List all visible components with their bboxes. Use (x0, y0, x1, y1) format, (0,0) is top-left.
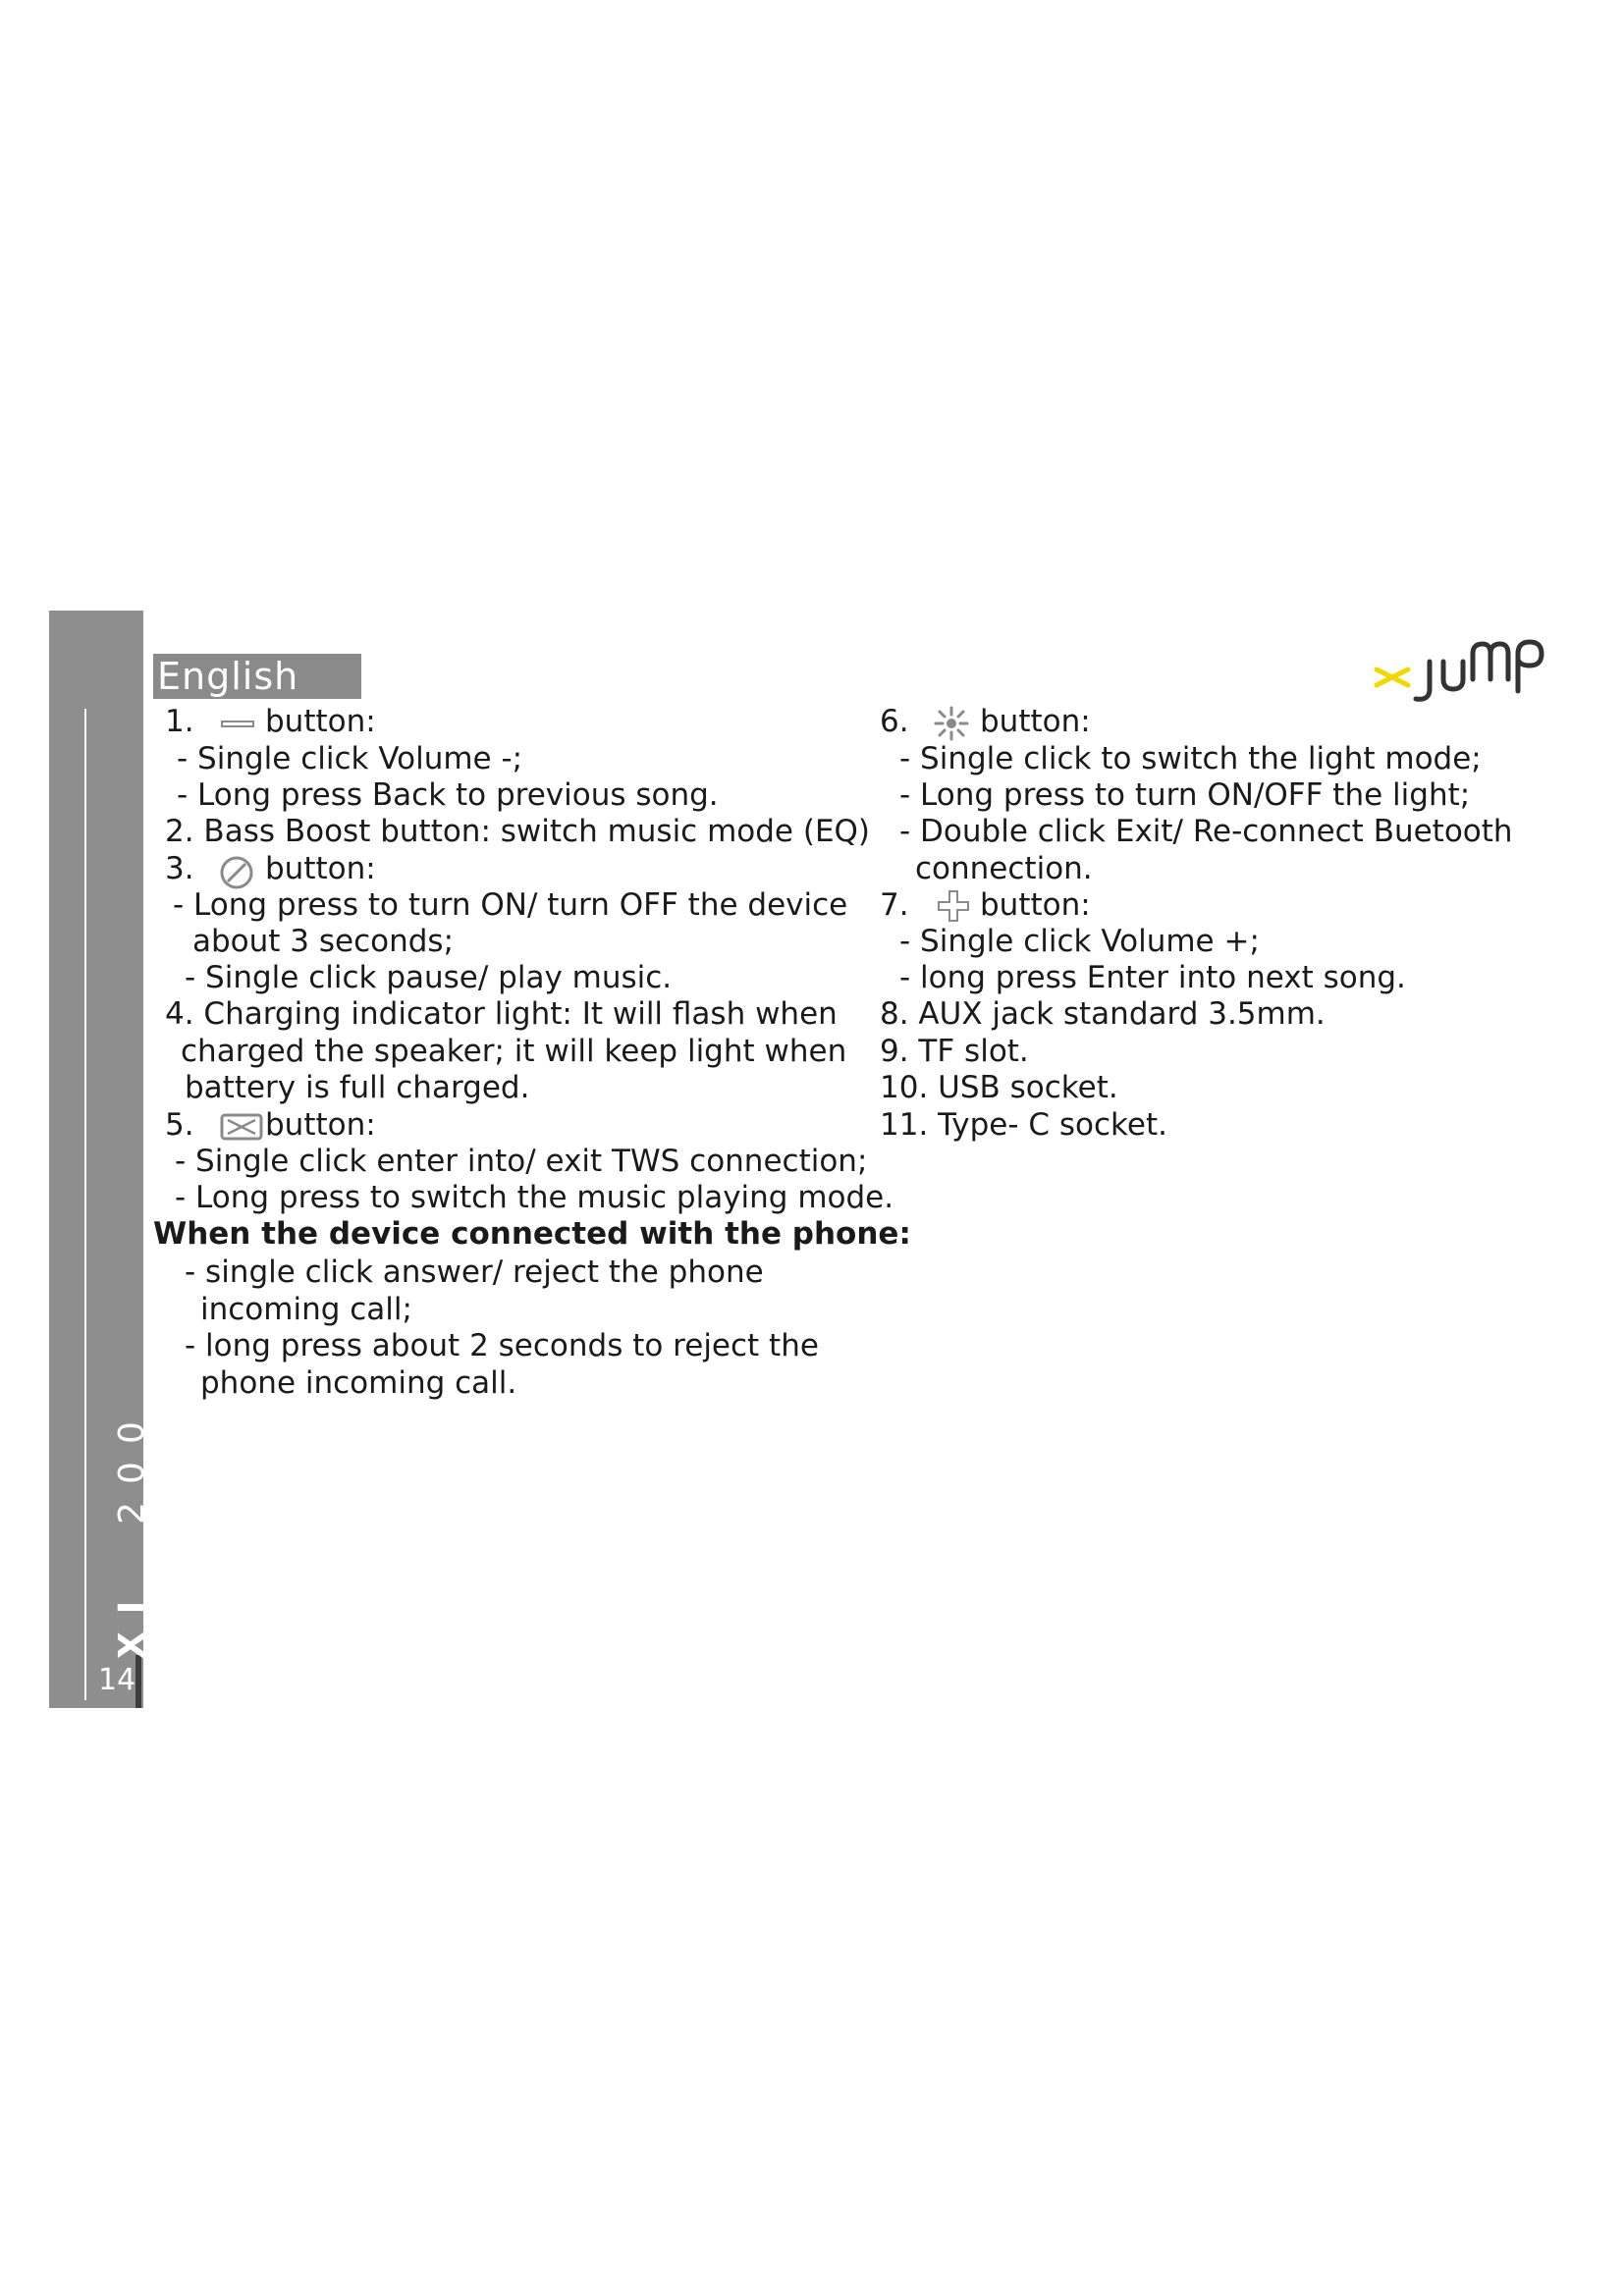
item8-text: 8. AUX jack standard 3.5mm. (880, 996, 1326, 1032)
logo-jump-letters (1416, 642, 1542, 699)
item9-text: 9. TF slot. (880, 1034, 1029, 1069)
model-name-vertical (112, 1404, 152, 1659)
item5-line-1: - Single click enter into/ exit TWS connection; (175, 1144, 868, 1179)
item6-line-2: - Long press to turn ON/OFF the light; (899, 777, 1471, 813)
plus-icon (937, 889, 970, 927)
item4-line-3: battery is full charged. (185, 1070, 530, 1105)
minus-icon (220, 717, 255, 735)
item3-label: button: (265, 851, 376, 886)
item6-line-1: - Single click to switch the light mode; (899, 741, 1482, 776)
model-number: 200 (112, 1404, 152, 1524)
logo-x-mark (1377, 669, 1408, 685)
item7-line-1: - Single click Volume +; (899, 924, 1260, 959)
item10-text: 10. USB socket. (880, 1070, 1118, 1105)
item4-line-2: charged the speaker; it will keep light when (181, 1034, 847, 1069)
item4-line-1: 4. Charging indicator light: It will flash when (165, 996, 838, 1032)
item6-line-4: connection. (915, 851, 1093, 886)
language-tab: English (153, 654, 361, 699)
page-number: 14 (98, 1663, 136, 1697)
item5-label: button: (265, 1107, 376, 1143)
item2-text: 2. Bass Boost button: switch music mode (EQ) (165, 814, 871, 849)
item1-line-1: - Single click Volume -; (177, 741, 523, 776)
sidebar-divider-line (84, 709, 86, 1700)
item3-number: 3. (165, 851, 194, 886)
item3-line-3: - Single click pause/ play music. (185, 960, 673, 995)
item1-line-2: - Long press Back to previous song. (177, 777, 719, 813)
phone-line-2: incoming call; (200, 1292, 412, 1327)
model-name: XJ (112, 1582, 152, 1659)
item5-line-2: - Long press to switch the music playing mode. (175, 1180, 894, 1215)
item1-number: 1. (165, 704, 194, 739)
item3-line-2: about 3 seconds; (192, 924, 455, 959)
phone-line-3: - long press about 2 seconds to reject the (185, 1328, 819, 1363)
xjump-logo (1373, 632, 1545, 711)
item7-label: button: (980, 887, 1091, 923)
item6-line-3: - Double click Exit/ Re-connect Buetooth (899, 814, 1513, 849)
phone-line-1: - single click answer/ reject the phone (185, 1255, 764, 1290)
item7-line-2: - long press Enter into next song. (899, 960, 1406, 995)
item6-label: button: (980, 704, 1091, 739)
sidebar-accent-bar (135, 1655, 141, 1708)
tws-icon (220, 1112, 263, 1146)
phone-section-heading: When the device connected with the phone: (153, 1216, 911, 1252)
item5-number: 5. (165, 1107, 194, 1143)
item3-line-1: - Long press to turn ON/ turn OFF the device (173, 887, 848, 923)
item1-label: button: (265, 704, 376, 739)
item11-text: 11. Type- C socket. (880, 1107, 1167, 1143)
phone-line-4: phone incoming call. (200, 1365, 517, 1401)
item7-number: 7. (880, 887, 909, 923)
item6-number: 6. (880, 704, 909, 739)
